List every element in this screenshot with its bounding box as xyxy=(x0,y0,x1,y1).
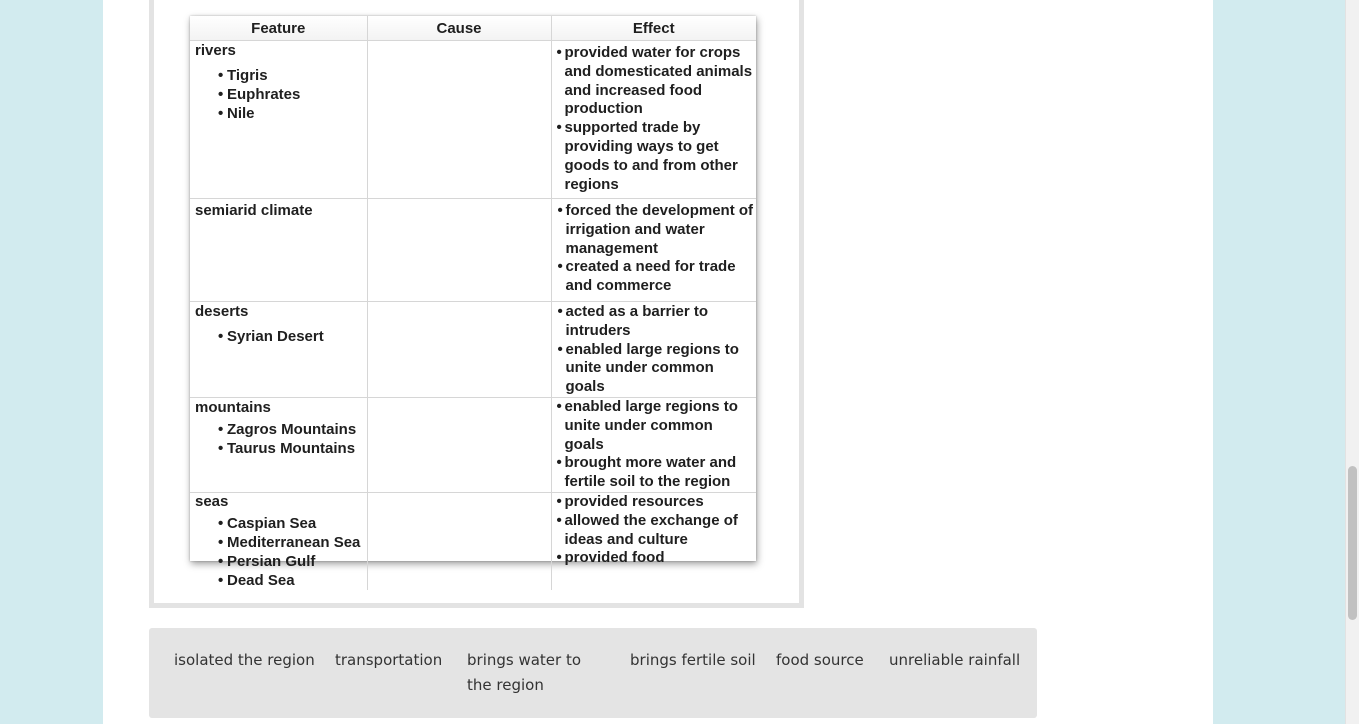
cause-drop-zone[interactable] xyxy=(367,397,551,492)
effect-item: • acted as a barrier to intruders xyxy=(558,303,757,341)
feature-title: seas xyxy=(195,492,229,510)
header-effect: Effect xyxy=(551,16,756,41)
effect-cell xyxy=(551,199,756,302)
feature-item: • Euphrates xyxy=(218,85,367,104)
cause-drop-zone[interactable] xyxy=(367,199,551,302)
feature-items xyxy=(218,420,367,458)
feature-title: mountains xyxy=(195,398,271,416)
effect-list xyxy=(557,44,757,194)
feature-title: rivers xyxy=(195,42,236,59)
effect-item: • created a need for trade and commerce xyxy=(558,258,757,296)
table-row-deserts xyxy=(190,302,756,398)
effect-list xyxy=(558,303,757,397)
feature-cell xyxy=(190,41,367,199)
feature-cell xyxy=(190,397,367,492)
effect-item: • provided food xyxy=(557,549,757,568)
effect-cell xyxy=(551,397,756,492)
feature-item: • Tigris xyxy=(218,66,367,85)
cause-drop-zone[interactable] xyxy=(367,41,551,199)
effect-item: • provided resources xyxy=(557,493,757,512)
effect-item: • provided water for crops and domesticated animals and increased food production xyxy=(557,44,757,119)
feature-cell xyxy=(190,199,367,302)
answer-chip-food-source[interactable]: food source xyxy=(776,651,864,669)
answer-chip-transportation[interactable]: transportation xyxy=(335,651,443,669)
effect-list xyxy=(557,398,757,492)
answer-chip-unreliable-rainfall[interactable]: unreliable rainfall xyxy=(889,651,1021,669)
feature-cell xyxy=(190,302,367,398)
feature-cell xyxy=(190,492,367,590)
page-scrollbar[interactable] xyxy=(1345,0,1359,724)
effect-item: • enabled large regions to unite under common goals xyxy=(557,398,757,454)
effect-cell xyxy=(551,492,756,590)
feature-items xyxy=(218,514,367,590)
answer-bank xyxy=(149,628,1037,718)
answer-chip-brings-fertile-soil[interactable]: brings fertile soil xyxy=(630,651,756,669)
effect-list xyxy=(558,202,757,296)
feature-item: • Caspian Sea xyxy=(218,514,367,533)
effect-item: • allowed the exchange of ideas and culture xyxy=(557,512,757,550)
header-feature: Feature xyxy=(190,16,367,41)
feature-items xyxy=(218,66,367,123)
table-row-mountains xyxy=(190,397,756,492)
table-row-semiarid-climate xyxy=(190,199,756,302)
feature-item: • Nile xyxy=(218,104,367,123)
feature-item: • Syrian Desert xyxy=(218,327,367,346)
answer-chip-isolated-the-region[interactable]: isolated the region xyxy=(174,651,315,669)
feature-item: • Taurus Mountains xyxy=(218,439,367,458)
cause-drop-zone[interactable] xyxy=(367,492,551,590)
table-header-row xyxy=(190,16,756,41)
effect-item: • brought more water and fertile soil to the region xyxy=(557,454,757,492)
answer-chip-brings-water-to-the-region[interactable]: brings water to the region xyxy=(467,651,582,694)
effect-item: • forced the development of irrigation and water management xyxy=(558,202,757,258)
feature-items xyxy=(218,327,367,346)
feature-item: • Dead Sea xyxy=(218,571,367,590)
feature-title: deserts xyxy=(195,303,249,320)
feature-cause-effect-table xyxy=(190,16,756,589)
feature-item: • Mediterranean Sea xyxy=(218,533,367,552)
feature-item: • Persian Gulf xyxy=(218,552,367,571)
feature-title: semiarid climate xyxy=(195,202,313,219)
geography-table xyxy=(190,16,756,590)
effect-list xyxy=(557,493,757,568)
scrollbar-thumb[interactable] xyxy=(1348,466,1357,620)
header-cause: Cause xyxy=(367,16,551,41)
feature-item: • Zagros Mountains xyxy=(218,420,367,439)
effect-item: • supported trade by providing ways to get goods to and from other regions xyxy=(557,119,757,194)
effect-cell xyxy=(551,41,756,199)
effect-item: • enabled large regions to unite under common goals xyxy=(558,341,757,397)
table-row-rivers xyxy=(190,41,756,199)
table-row-seas xyxy=(190,492,756,590)
effect-cell xyxy=(551,302,756,398)
cause-drop-zone[interactable] xyxy=(367,302,551,398)
